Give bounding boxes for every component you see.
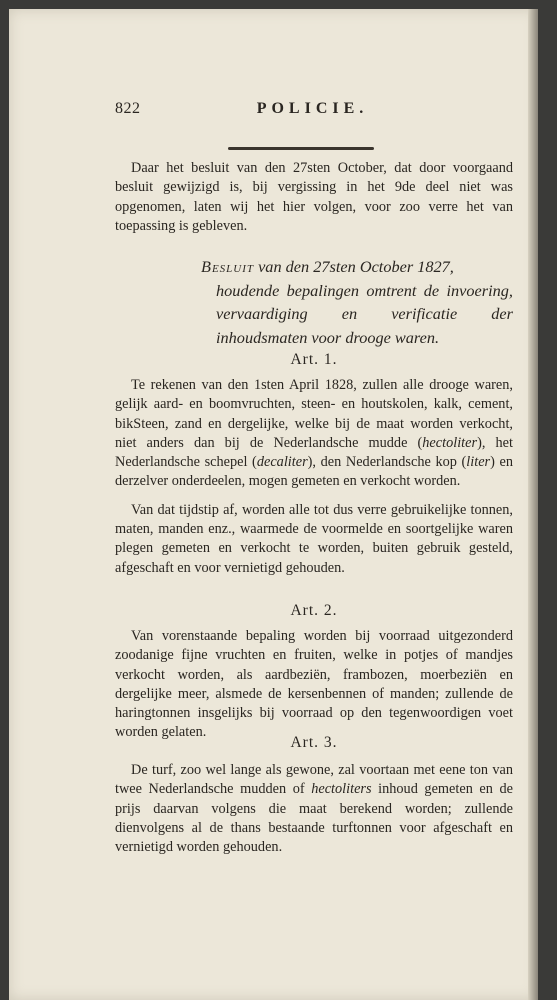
article-3-paragraph-1 xyxy=(115,761,513,857)
header-rule xyxy=(228,147,374,150)
article-1-text-a: Te rekenen van den 1sten April 1828, zullen alle drooge waren, gelijk aard- en boomvruchten, steen- en houtskolen, kalk, cement, bikSteen, zand en dergelijke, welke bij de maat worden verkocht, niet anders dan bij de Nederlandsche mudde ( xyxy=(115,377,513,451)
decree-title-line1: van den 27sten October 1827, xyxy=(254,257,454,276)
running-head: POLICIE. xyxy=(256,100,369,117)
decree-title xyxy=(201,255,513,349)
intro-text: Daar het besluit van den 27sten October, dat door voorgaand besluit gewijzigd is, bij vergissing in het 9de deel niet was opgenomen, laten wij het hier volgen, voor zoo verre het van toepassing is gebleven. xyxy=(115,160,513,234)
article-2-paragraph-1: Van vorenstaande bepaling worden bij voorraad uitgezonderd zoodanige fijne vruchten en fruiten, welke in potjes of mandjes verkocht worden, als aardbeziën, frambozen, moerbeziën en dergelijke meer, alsmede de kersenbennen of manden; zullende de haringtonnen insgelijks bij voorraad op den tegenwoordigen voet worden gelaten. xyxy=(115,628,513,741)
page-number: 822 xyxy=(115,100,141,117)
article-2-heading: Art. 2. xyxy=(290,602,338,619)
liter-term: liter xyxy=(466,454,491,471)
hectoliter-term: hectoliter xyxy=(422,434,478,451)
article-3-body xyxy=(115,761,513,857)
page-gutter xyxy=(528,9,538,1000)
article-1-text-d: ) en derzelver onderdeelen, mogen gemeten en verkocht worden. xyxy=(115,454,513,490)
article-3-text-a: De turf, zoo wel lange als gewone, zal voortaan met eene ton van twee Nederlandsche mudden of xyxy=(115,762,513,798)
article-2-body xyxy=(115,627,513,743)
article-3-text-b: inhoud gemeten en de prijs daarvan volgens die maat berekend worden; zullende dienvolgens al de thans bestaande turftonnen voor afgeschaft en vernietigd worden gehouden. xyxy=(115,781,513,856)
article-1-paragraph-1 xyxy=(115,376,513,492)
decree-title-lead: Besluit xyxy=(201,257,255,276)
article-1-body xyxy=(115,376,513,578)
intro-paragraph xyxy=(115,159,513,236)
article-1-text-b: ), het Nederlandsche schepel ( xyxy=(115,434,513,471)
article-1-paragraph-2: Van dat tijdstip af, worden alle tot dus verre gebruikelijke tonnen, maten, manden enz., waarmede de voormelde en soortgelijke waren plegen gemeten en verkocht te worden, buiten gebruik gesteld, afgeschaft en voor vernietigd gehouden. xyxy=(115,501,513,576)
decaliter-term: decaliter xyxy=(256,454,308,471)
article-3-heading: Art. 3. xyxy=(290,734,338,751)
article-1-heading: Art. 1. xyxy=(290,351,338,368)
page-header xyxy=(115,100,510,122)
article-1-text-c: ), den Nederlandsche kop ( xyxy=(307,454,467,471)
hectoliters-term: hectoliters xyxy=(311,781,372,798)
decree-title-rest: houdende bepalingen omtrent de invoering, vervaardiging en verificatie der inhoudsmaten voor drooge waren. xyxy=(216,280,513,347)
